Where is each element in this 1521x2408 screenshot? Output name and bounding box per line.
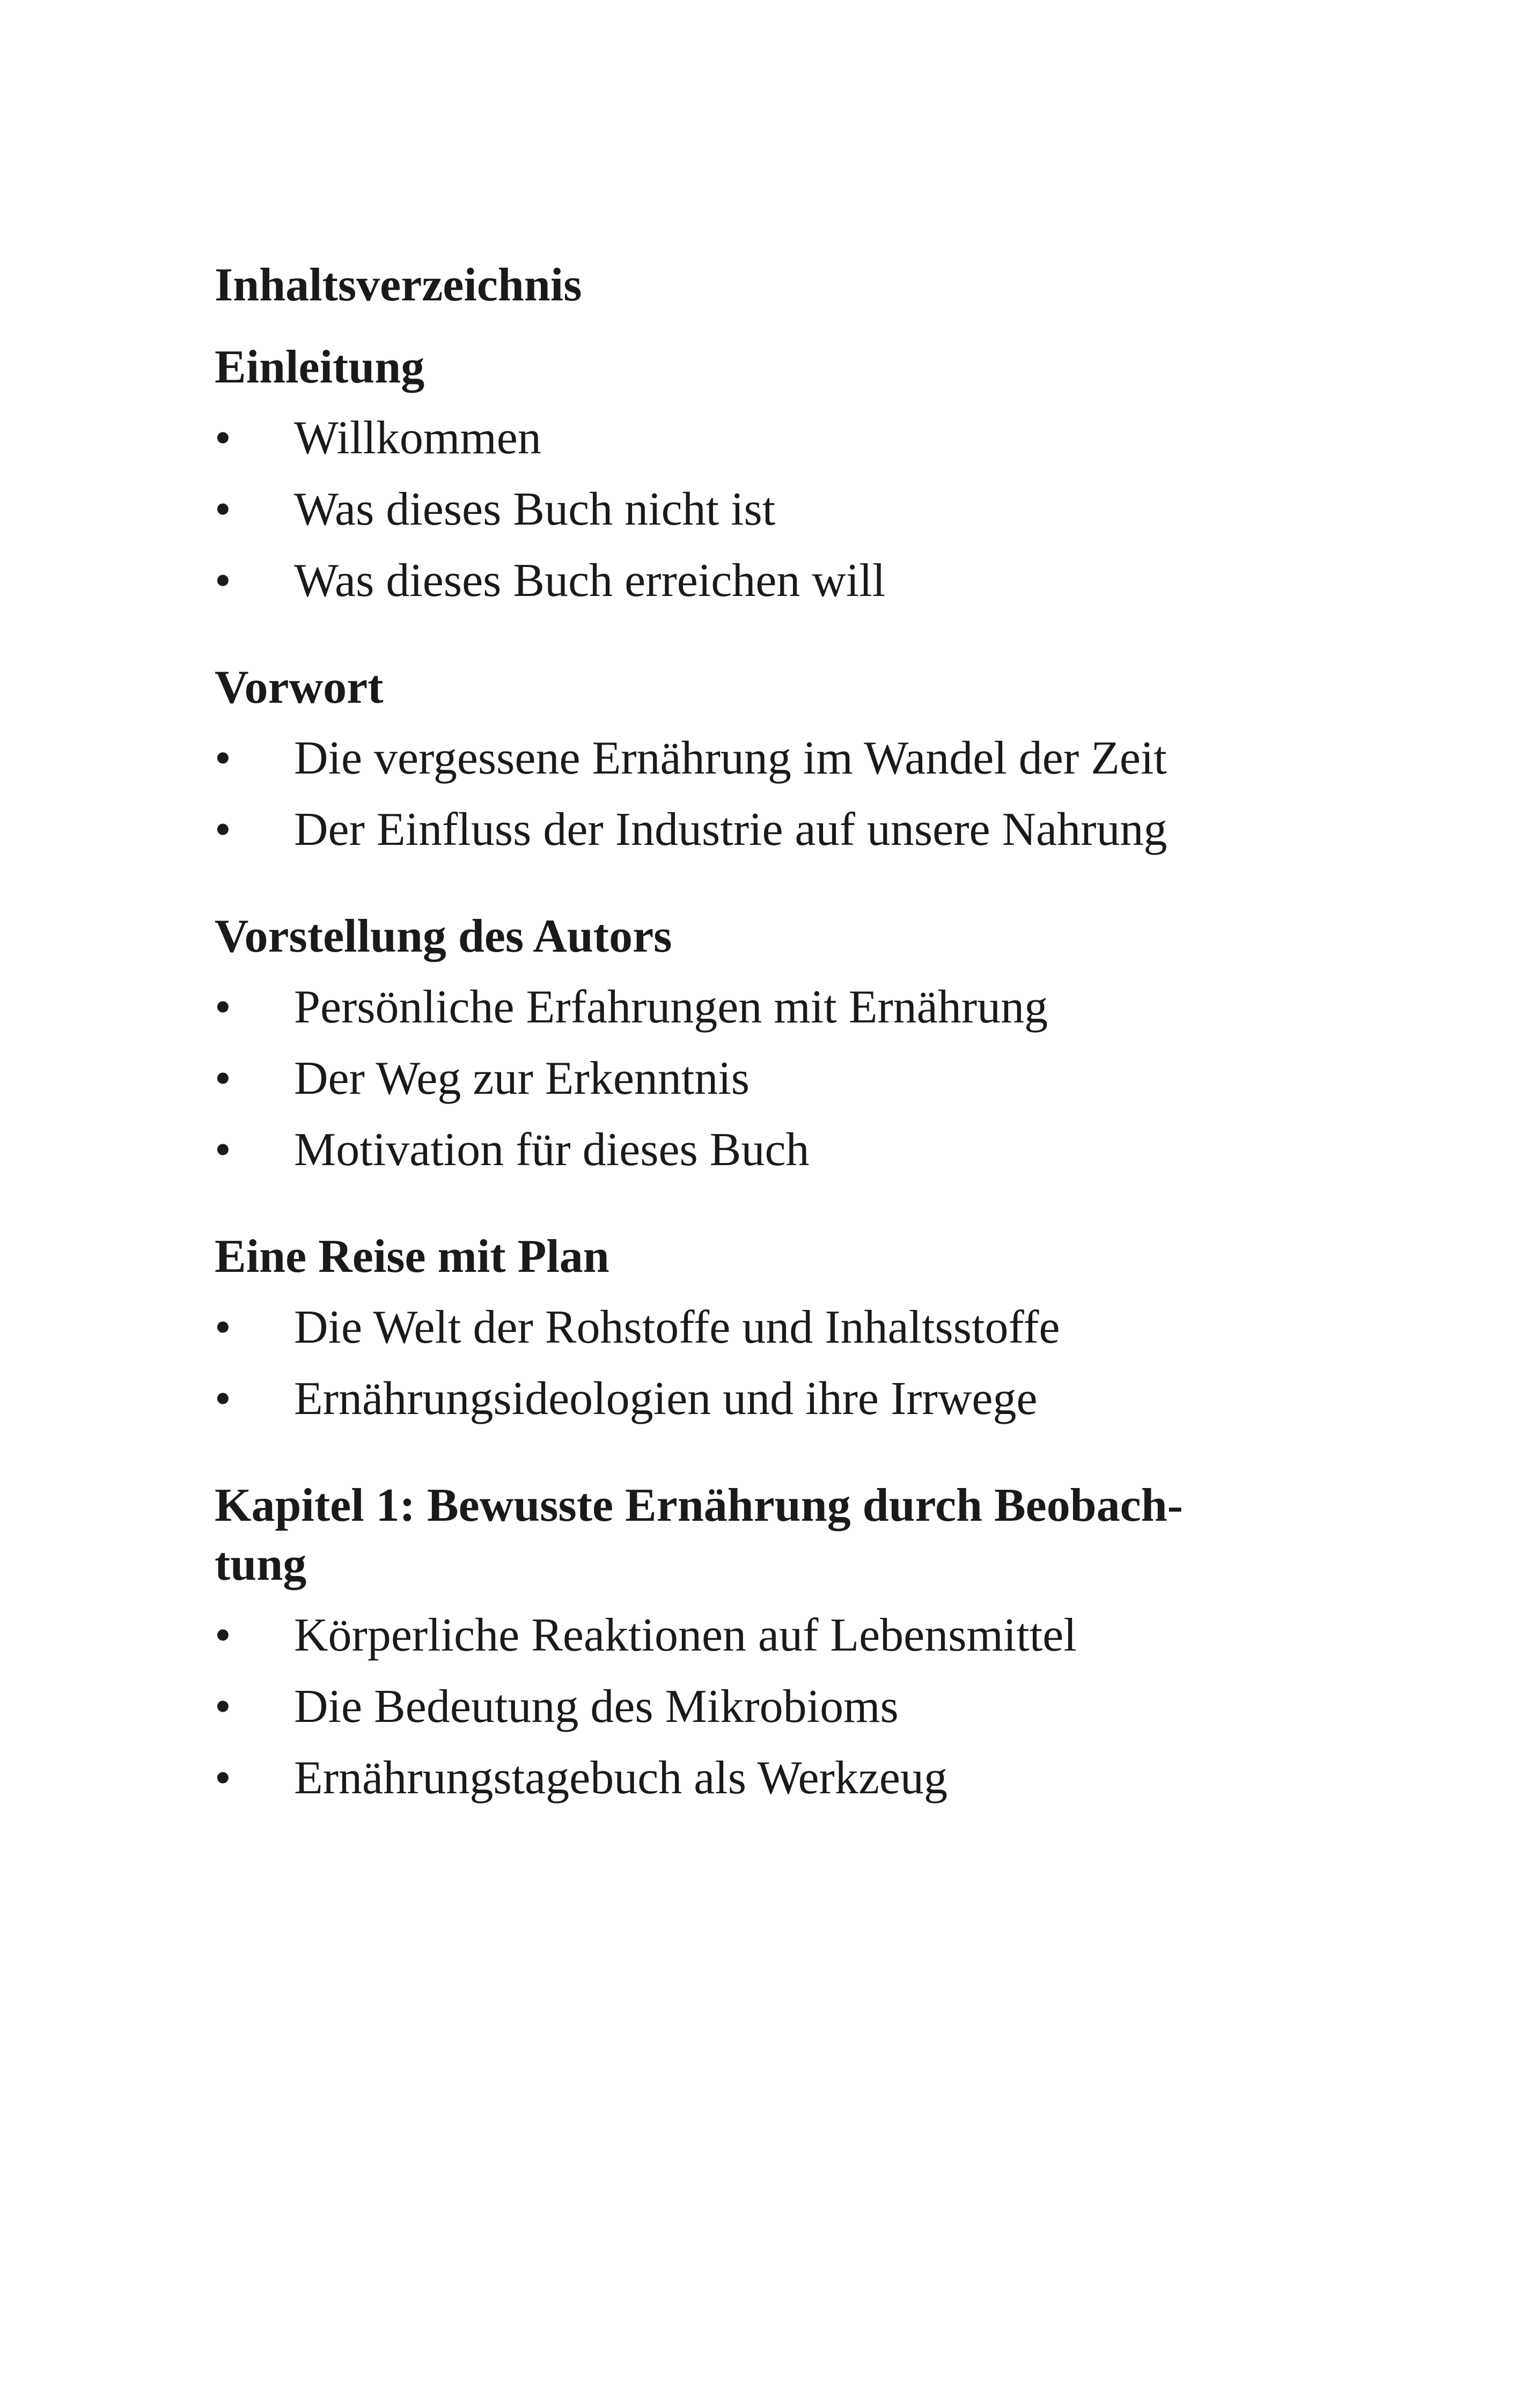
list-item [215,1043,1331,1114]
list-item-label: Was dieses Buch erreichen will [294,555,886,607]
toc-section [215,1227,1331,1434]
list-item-label: Die vergessene Ernährung im Wandel der Zeit [294,732,1167,784]
toc-sections [215,338,1331,1814]
toc-title: Inhaltsverzeichnis [215,259,582,311]
list-item-label: Ernährungstagebuch als Werkzeug [294,1752,947,1804]
list-item-label: Ernährungsideologien und ihre Irrwege [294,1373,1038,1425]
table-of-contents [215,257,1331,1855]
bullet-icon: • [215,1052,231,1104]
bullet-icon: • [215,1124,231,1176]
list-item-label: Der Weg zur Erkenntnis [294,1052,750,1104]
toc-section [215,1476,1331,1814]
section-heading [215,1227,1331,1286]
section-heading [215,1476,1331,1594]
list-item [215,1671,1331,1742]
bullet-icon: • [215,555,231,607]
section-heading-line: tung [215,1538,307,1590]
toc-section [215,658,1331,865]
list-item-label: Die Welt der Rohstoffe und Inhaltsstoffe [294,1301,1060,1353]
bullet-icon: • [215,412,231,464]
section-heading [215,658,1331,717]
list-item-label: Motivation für dieses Buch [294,1124,810,1176]
toc-section [215,338,1331,616]
bullet-icon: • [215,732,231,784]
bullet-icon: • [215,804,231,856]
list-item [215,1600,1331,1671]
list-item [215,402,1331,474]
section-heading [215,907,1331,966]
toc-section [215,907,1331,1185]
list-item-label: Der Einfluss der Industrie auf unsere Nahrung [294,804,1167,856]
section-heading-line: Vorwort [215,661,384,713]
bullet-icon: • [215,981,231,1033]
list-item [215,1363,1331,1434]
list-item [215,1114,1331,1185]
list-item [215,545,1331,616]
bullet-icon: • [215,1373,231,1425]
section-heading-line: Einleitung [215,341,425,393]
list-item [215,474,1331,545]
list-item [215,794,1331,865]
list-item [215,971,1331,1043]
list-item-label: Willkommen [294,412,541,464]
list-item [215,1292,1331,1363]
list-item-label: Körperliche Reaktionen auf Lebensmittel [294,1609,1077,1661]
list-item-label: Was dieses Buch nicht ist [294,483,776,535]
section-heading-line: Eine Reise mit Plan [215,1231,609,1283]
section-heading-line: Vorstellung des Autors [215,910,672,962]
section-heading-line: Kapitel 1: Bewusste Ernährung durch Beobach- [215,1479,1183,1531]
list-item-label: Die Bedeutung des Mikrobioms [294,1681,899,1733]
bullet-icon: • [215,1301,231,1353]
list-item-label: Persönliche Erfahrungen mit Ernährung [294,981,1048,1033]
bullet-icon: • [215,483,231,535]
list-item [215,1742,1331,1814]
bullet-icon: • [215,1681,231,1733]
bullet-icon: • [215,1752,231,1804]
section-heading [215,338,1331,397]
bullet-icon: • [215,1609,231,1661]
list-item [215,723,1331,794]
